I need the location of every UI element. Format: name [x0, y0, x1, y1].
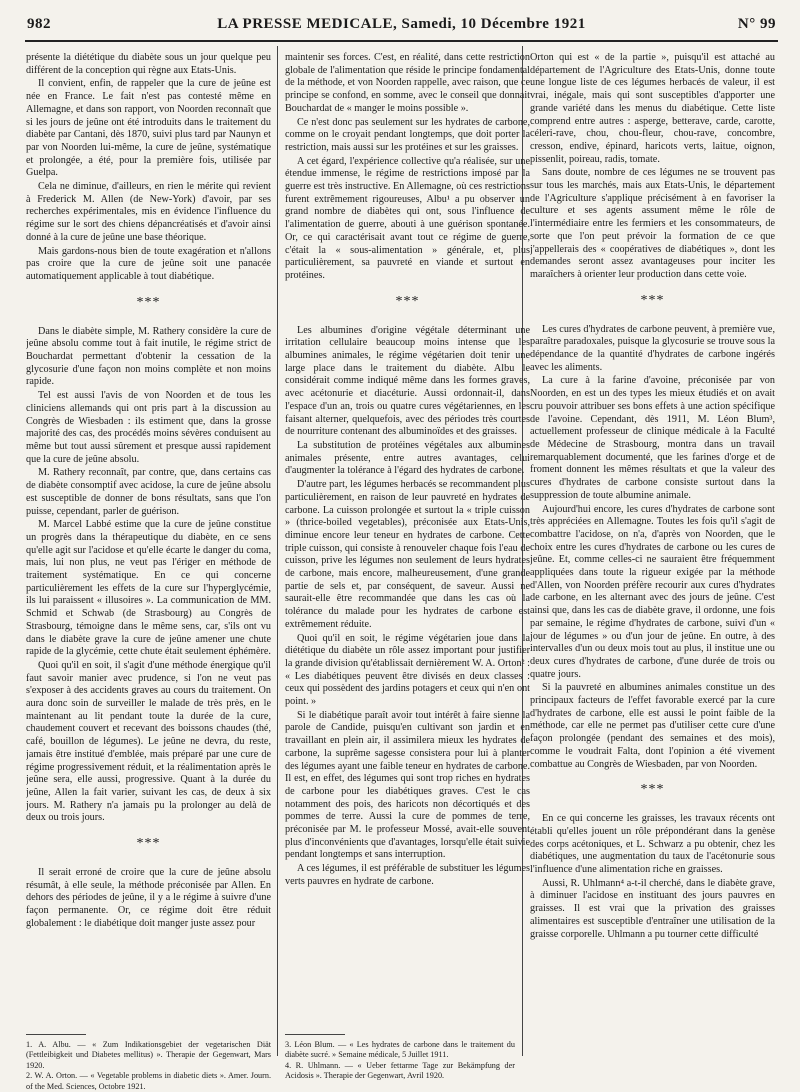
paragraph: M. Marcel Labbé estime que la cure de jeûne constitue un progrès dans la thérapeutique du diabète, en ce sens qu'elle agit sur l'acidose et qu'elle écarte le danger du coma, mais, lui non plus, ne veut pas l'ériger en méthode de traitement systématique. En ce qui concerne particulièrement les effets de la cure sur l'hyperglycémie, ils lui paraissent « illusoires ». La communication de MM. Schmid et Schwab (de Strasbourg) au Congrès de Strasbourg, témoigne dans le même sens, car, s'ils ont vu dans le diabète grave la cure de jeûne amener une chute rapide de la glycémie, cette chute était seulement éphémère.: [26, 519, 271, 658]
paragraph: Orton qui est « de la partie », puisqu'il est attaché au département de l'Agriculture des Etats-Unis, donne toute une longue liste de ces légumes herbacés de valeur, il est vrai, inégale, mais qui sont susceptibles d'apporter une grande variété dans les menus du diabétique. Cette liste comprend entre autres : asperge, betterave, carde, carotte, céleri-rave, chou, chou-fleur, chou-rave, concombre, cresson, endive, épinard, haricots verts, laitue, oignon, pissenlit, poireau, radis, tomate.: [530, 52, 775, 165]
paragraph: D'autre part, les légumes herbacés se recommandent plus particulièrement, en raison de leur pauvreté en hydrates de carbone. La cuisson prolongée et surtout la « triple cuisson » (thrice-boiled vegetables), préconisée aux Etats-Unis, diminue encore leur teneur en hydrates de carbone. Cette triple cuisson, qui consiste à renouveler chaque fois l'eau de cuisson, prive les légumes non seulement de leurs hydrates de carbone, mais encore, malheureusement, d'une grande partie de sels et, par conséquent, de saveur. Aussi ne saurait-elle être recommandée que dans les cas où la tolérance du malade pour les hydrates de carbone est extrêmement réduite.: [285, 479, 530, 630]
page-number: 982: [27, 16, 51, 32]
paragraph: Cela ne diminue, d'ailleurs, en rien le mérite qui revient à Frederick M. Allen (de New-York) d'avoir, par ses recherches expérimentales, mis en évidence l'influence du régime sur le sort des chiens dépancréatisés et d'avoir ainsi donné à la cure de jeûne une base théorique.: [26, 181, 271, 243]
paragraph: Les albumines d'origine végétale déterminant une irritation cellulaire beaucoup moins intense que les albumines animales, le régime végétarien doit tenir une large place dans le traitement du diabète. Albu le considérait comme indiqué même dans les formes graves, avec acétonurie et diacéturie. Aussi ordonnait-il, dans l'espace d'un an, trois ou quatre cures végétariennes, en les faisant alterner, quelquefois, avec des périodes très courtes de nourriture contenant des albuminoïdes et des graisses.: [285, 324, 530, 438]
paragraph: Dans le diabète simple, M. Rathery considère la cure de jeûne absolu comme tout à fait inutile, le régime strict de Bouchardat permettant d'obtenir la cessation de la glycosurie d'une façon non moins complète et non moins rapide.: [26, 325, 271, 388]
paragraph: Tel est aussi l'avis de von Noorden et de tous les cliniciens allemands qui ont pris part à la discussion au Congrès de Wiesbaden : ils estiment que, dans la grosse majorité des cas, des procédés moins sévères conduisent au même but tout aussi sûrement et presque aussi rapidement que la cure de jeûne absolu.: [26, 390, 271, 465]
section-asterism: ***: [640, 782, 665, 798]
paragraph: Aussi, R. Uhlmann⁴ a-t-il cherché, dans le diabète grave, à diminuer l'acidose en instituant des jours pauvres en graisses. Il est vrai que la privation des graisses alimentaires est susceptible d'entraîner une utilisation de la graisse corporelle. Uhlmann a pu tourner cette difficulté: [530, 877, 775, 940]
running-title: LA PRESSE MEDICALE, Samedi, 10 Décembre 1921: [217, 16, 586, 32]
footnotes-middle: [285, 1040, 515, 1082]
section-asterism: ***: [640, 292, 665, 308]
header-rule: [25, 40, 778, 42]
paragraph: Il convient, enfin, de rappeler que la cure de jeûne est née en France. Le fait n'est pas contesté même en Allemagne, et dans son rapport, von Noorden reconnaît que si les jours de jeûne ont été introduits dans le traitement du diabète par Cantani, dès 1870, suivi plus tard par Naunyn et par von Noorden lui-même, la cure de jeûne, systématique et prolongée, a été, pour la première fois, utilisée par Guelpa.: [26, 78, 271, 179]
column-2: [285, 52, 530, 1032]
paragraph: Quoi qu'il en soit, le régime végétarien joue dans la diététique du diabète un rôle assez important pour justifier la grande division qu'établissait dernièrement W. A. Orton² : « Les diabétiques peuvent être divisés en deux classes : ceux qui possèdent des jardins potagers et ceux qui n'en ont point. »: [285, 632, 530, 708]
paragraph: Mais gardons-nous bien de toute exagération et n'allons pas croire que la cure de jeûne soit une panacée automatiquement applicable à tout diabétique.: [26, 245, 271, 282]
footnote-rule: [26, 1034, 86, 1035]
paragraph: Quoi qu'il en soit, il s'agit d'une méthode énergique qu'il faut savoir manier avec prudence, si l'on ne veut pas s'exposer à des accidents graves au cours du traitement. On aura donc soin de surveiller le malade de très près, en le maintenant au lit pendant toute la durée de la cure, chaudement couvert et recevant des boissons chaudes (thé, café, bouillon de légumes). Le jeûne ne devra, du reste, jamais être institué d'emblée, mais préparé par une cure de régime progressivement réduit, et la réalimentation après le jeûne sera, elle aussi, progressive. Quant à la durée du jeûne, Allen la fait varier, suivant les cas, de deux à six jours. M. Rathery n'a jamais pu la prolonger au delà de deux ou trois jours.: [26, 659, 271, 824]
footnote-rule: [285, 1034, 345, 1035]
footnotes-left: [26, 1040, 271, 1092]
paragraph: Sans doute, nombre de ces légumes ne se trouvent pas sur tous les marchés, mais aux Etats-Unis, le département de l'Agriculture s'applique précisément à en favoriser la culture et ses agents assument même le rôle de l'intermédiaire entre les fermiers et les consommateurs, de sorte que l'on peut prévoir la formation de ce que j'appellerais des « coopératives de diabétiques », dont les demandes seront assez avantageuses pour inciter les maraîchers à orienter leur production dans cette voie.: [530, 167, 775, 280]
paragraph: maintenir ses forces. C'est, en réalité, dans cette restriction globale de l'alimentation que réside le principe fondamental de la méthode, et von Noorden rappelle, avec raison, que ce principe se confond, en somme, avec le conseil que donnait Bouchardat de « manger le moins possible ».: [285, 52, 530, 114]
section-asterism: ***: [136, 294, 161, 310]
section-asterism: ***: [395, 293, 420, 309]
paragraph: A ces légumes, il est préférable de substituer les légumes verts pauvres en hydrate de carbone.: [285, 863, 530, 887]
column-divider: [277, 46, 278, 1056]
column-3: [530, 52, 775, 1032]
paragraph: La substitution de protéines végétales aux albumines animales présente, entre autres avantages, celui d'augmenter la tolérance à l'égard des hydrates de carbone.: [285, 439, 530, 477]
paragraph: Si la pauvreté en albumines animales constitue un des principaux facteurs de l'effet favorable exercé par la cure d'hydrates de carbone, elle est aussi le point faible de la méthode, car elle ne permet pas d'utiliser cette cure d'une façon prolongée (pendant des semaines et des mois), comme le voudrait Falta, dont l'opinion a été vivement combattue au Congrès de Wiesbaden, par von Noorden.: [530, 682, 775, 770]
paragraph: M. Rathery reconnaît, par contre, que, dans certains cas de diabète consomptif avec acidose, la cure de jeûne absolu est susceptible de donner de bons résultats, sans que l'on puisse, cependant, parler de guérison.: [26, 467, 271, 517]
column-1: [26, 52, 271, 1032]
footnote-4: 4. R. Uhlmann. — « Ueber fettarme Tage zur Bekämpfung der Acidosis ». Therapie der Gegenwart, Avril 1920.: [285, 1060, 515, 1081]
paragraph: Si le diabétique paraît avoir tout intérêt à faire sienne la parole de Candide, puisqu'en cultivant son jardin et en travaillant en plein air, il assimilera mieux les hydrates de carbone, la suprême sagesse consistera pour lui à planter des légumes ayant une faible teneur en hydrates de carbone. Il est, en effet, des légumes qui sont trop riches en hydrates de carbone pour les diabétiques graves. C'est le cas notamment des pois, des haricots non décortiqués et des pommes de terre. Aussi la cure de pommes de terre, préconisée par M. le professeur Mossé, avait-elle souvent plus d'inconvénients que d'avantages, lorsqu'elle était suivie pendant longtemps et sans interruption.: [285, 709, 530, 861]
footnote-2: 2. W. A. Orton. — « Vegetable problems in diabetic diets ». Amer. Journ. of the Med. Sciences, Octobre 1921.: [26, 1071, 271, 1091]
section-asterism: ***: [136, 836, 161, 852]
issue-number: N° 99: [737, 16, 776, 32]
paragraph: Aujourd'hui encore, les cures d'hydrates de carbone sont très appréciées en Allemagne. Toutes les fois qu'il s'agit de combattre l'acidose, on n'a, d'après von Noorden, que le choix entre les cures d'hydrates de carbone ou les cures de jeûne. Et, comme celles-ci ne sauraient être fréquemment appliquées dans toute la rigueur exigée par la méthode d'Allen, von Noorden préfère recourir aux cures d'hydrates de carbone, en les alternant avec des jours de jeûne. C'est ainsi que, dans les cas de diabète grave, il ordonne, une fois par semaine, le régime d'hydrates de carbone, suivi d'un « jour de légumes » ou d'un jour de jeûne. En outre, à des intervalles d'un ou deux mois tout au plus, il institue une ou deux cures d'hydrates de carbone, d'une durée de trois ou quatre jours.: [530, 503, 775, 680]
paragraph: La cure à la farine d'avoine, préconisée par von Noorden, en est un des types les mieux étudiés et on avait cru pouvoir attribuer ses bons effets à une action spécifique de l'avoine. Cependant, dès 1911, M. Léon Blum³, actuellement professeur de clinique médicale à la Faculté de Médecine de Strasbourg, montra dans un travail remarquablement documenté, que les farines d'orge et de froment donnent les mêmes résultats et que la valeur des cures d'hydrates de carbone consiste surtout dans la suppression de toute albumine animale.: [530, 375, 775, 501]
paragraph: A cet égard, l'expérience collective qu'a réalisée, sur une étendue immense, le régime de restrictions imposé par la guerre est très instructive. En Allemagne, où ces restrictions furent extrêmement rigoureuses, Albu¹ a pu observer un grand nombre de diabètes qui ont, sous l'influence de l'alimentation de guerre, abouti à une guérison spontanée. Or, ce qui caractérisait avant tout ce régime de guerre, c'était la « sous-alimentation » générale, et, plus particulièrement, sa pauvreté en viande et surtout en protéines.: [285, 155, 530, 281]
paragraph: Les cures d'hydrates de carbone peuvent, à première vue, paraître paradoxales, puisque la glycosurie se trouve sous la dépendance de la quantité d'hydrates de carbone ingérés avec les aliments.: [530, 323, 775, 373]
running-header: [25, 10, 778, 42]
paragraph: En ce qui concerne les graisses, les travaux récents ont établi qu'elles jouent un rôle prépondérant dans la genèse des corps acétoniques, et L. Schwarz a pu obtenir, chez les diabétiques, une augmentation du taux de l'acétonurie sous l'influence d'une alimentation riche en graisses.: [530, 813, 775, 876]
footnote-1: 1. A. Albu. — « Zum Indikationsgebiet der vegetarischen Diät (Fettleibigkeit und Diabetes mellitus) ». Therapie der Gegenwart, Mars 1920.: [26, 1040, 271, 1070]
paragraph: présente la diététique du diabète sous un jour quelque peu différent de la conception qui règne aux Etats-Unis.: [26, 52, 271, 76]
paragraph: Il serait erroné de croire que la cure de jeûne absolu résumât, à elle seule, la méthode préconisée par Allen. En dehors des périodes de jeûne, il y a le régime à suivre d'une façon permanente. Or, ce régime doit être réduit globalement : le diabétique doit manger juste assez pour: [26, 867, 271, 929]
footnote-3: 3. Léon Blum. — « Les hydrates de carbone dans le traitement du diabète sucré. » Semaine médicale, 5 Juillet 1911.: [285, 1040, 515, 1060]
paragraph: Ce n'est donc pas seulement sur les hydrates de carbone, comme on le croyait pendant longtemps, que doit porter la restriction, mais aussi sur les protéines et sur les graisses.: [285, 116, 530, 153]
